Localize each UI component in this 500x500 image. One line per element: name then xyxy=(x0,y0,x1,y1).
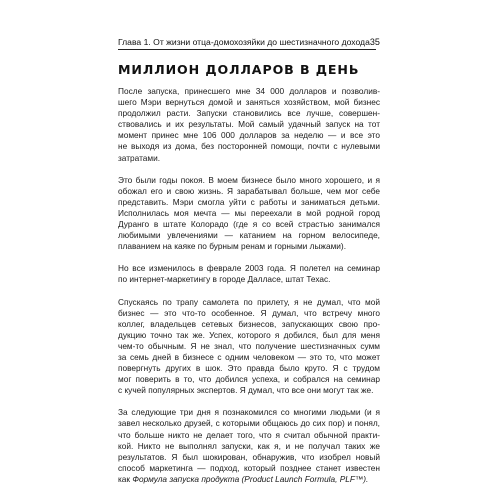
paragraph xyxy=(118,407,380,485)
text-line: кой. Никто не выполнял запуски, как я, и не получал таких же xyxy=(118,440,380,451)
text-line: обожал его и свою жизнь. Я зарабатывал больше, чем мог себе xyxy=(118,185,380,196)
text-line: Спускаясь по трапу самолета по прилету, я не думал, что мой xyxy=(118,296,380,307)
text-line: по интернет-маркетингу в городе Далласе, штат Техас. xyxy=(118,274,331,285)
text-line: с кучей популярных экспертов. Я думал, что все они могут так же. xyxy=(118,385,374,396)
chapter-title: Глава 1. От жизни отца-домохозяйки до шестизначного дохода xyxy=(118,37,370,47)
text-line: чем-то обычным. Я не знал, что получение шестизначных сумм xyxy=(118,340,380,351)
text-line: плаванием на каяке по бурным ренам и горными лыжами). xyxy=(118,241,346,252)
text-line: Исполнилась моя мечта — мы переехали в мой родной город xyxy=(118,207,380,218)
text-line: коллег, владельцев сетевых бизнесов, запускающих свою про- xyxy=(118,318,380,329)
running-header xyxy=(118,33,380,47)
body-text xyxy=(118,86,380,496)
header-rule xyxy=(118,49,376,50)
text-line: Но все изменилось в феврале 2003 года. Я полетел на семинар xyxy=(118,263,380,274)
paragraph xyxy=(118,297,380,397)
text-line: После запуска, принесшего мне 34 000 долларов и позволив- xyxy=(118,86,380,96)
text-line: момент принес мне 106 000 долларов за неделю — и все это xyxy=(118,130,380,141)
text-line: шего Мэри вернуться домой и заняться хозяйством, мой бизнес xyxy=(118,97,380,108)
text-line: не выходя из дома, без посторонней помощи, почти с нулевыми xyxy=(118,141,380,152)
text-line: что больше никто не делает того, что я считал обычной практи- xyxy=(118,429,380,440)
paragraph xyxy=(118,263,380,285)
paragraph xyxy=(118,86,380,164)
text-line: любимыми увлечениями — катанием на горном велосипеде, xyxy=(118,230,380,241)
text-line: затратами. xyxy=(118,152,161,163)
text-line: Это были годы покоя. В моем бизнесе было много хорошего, и я xyxy=(118,174,380,185)
text-line: За следующие три дня я познакомился со многими людьми (и я xyxy=(118,407,380,418)
text-line: дукцию точно так же. Успех, которого я добился, был для меня xyxy=(118,329,380,340)
text-line: завел несколько друзей, с которыми общаюсь до сих пор) и понял, xyxy=(118,418,380,429)
text-line: Дуранго в штате Колорадо (где я со всей страстью занимался xyxy=(118,219,380,230)
text-line: как Формула запуска продукта (Product Launch Formula, PLF™). xyxy=(118,473,369,484)
text-line: способ маркетинга — подход, который позднее станет известен xyxy=(118,462,380,473)
text-line: результатов. Я был шокирован, обнаружив, что изобрел новый xyxy=(118,451,380,462)
text-line: мог поверить в то, что добился успеха, и собрался на семинар xyxy=(118,374,380,385)
paragraph xyxy=(118,175,380,253)
text-line: бизнес — это что-то особенное. Я думал, что встречу много xyxy=(118,307,380,318)
product-name: Формула запуска продукта (Product Launch Formula, PLF™). xyxy=(132,473,369,484)
section-title: МИЛЛИОН ДОЛЛАРОВ В ДЕНЬ xyxy=(118,62,360,77)
text-line: представить. Мэри смогла уйти с работы и заниматься детьми. xyxy=(118,196,380,207)
text-line: повергнуть других в шок. Это правда было круто. Я с трудом xyxy=(118,363,380,374)
text-line: продолжил расти. Запуски становились все лучше, совершен- xyxy=(118,108,380,119)
text-line: ствовались и их результаты. Мой самый удачный запуск на тот xyxy=(118,119,380,130)
page-number: 35 xyxy=(369,37,380,47)
text-line: за семь дней в бизнесе с одним человеком — это то, что может xyxy=(118,351,380,362)
